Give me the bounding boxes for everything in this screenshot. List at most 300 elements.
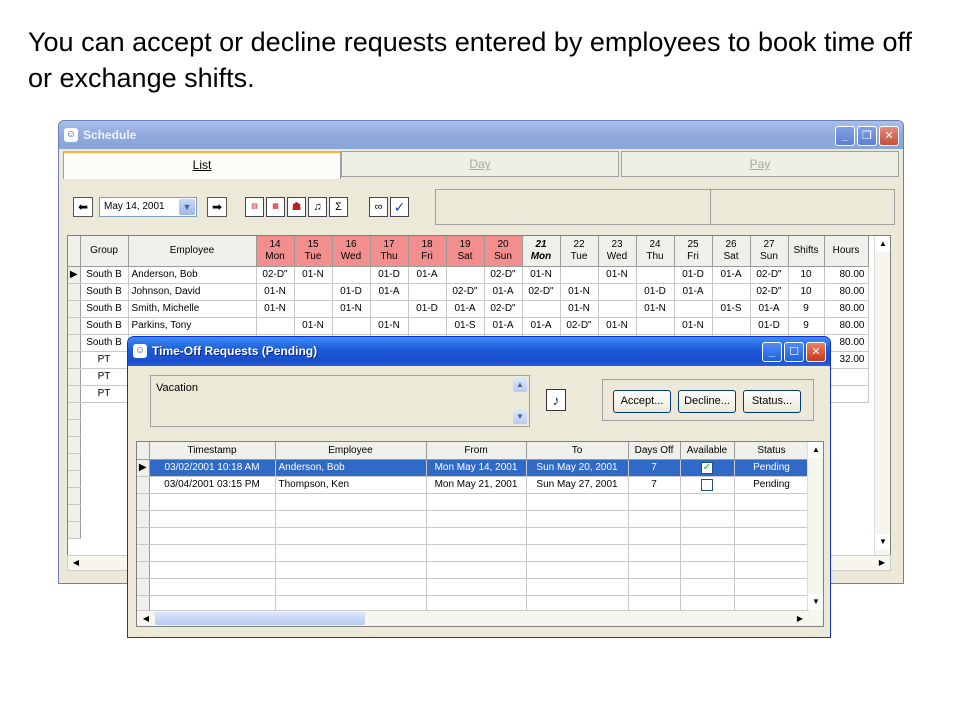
cell-shift[interactable]: 01-N bbox=[294, 266, 332, 283]
view-tabs bbox=[63, 151, 899, 177]
accept-button[interactable]: Accept... bbox=[613, 390, 671, 413]
empty-cell bbox=[680, 578, 734, 595]
cell-shift[interactable] bbox=[598, 283, 636, 300]
empty-cell bbox=[149, 510, 275, 527]
row-header bbox=[137, 578, 149, 595]
glasses-button[interactable] bbox=[369, 197, 388, 217]
timeoff-titlebar[interactable] bbox=[128, 337, 830, 366]
row-header bbox=[68, 351, 80, 368]
cell-available[interactable] bbox=[680, 459, 734, 476]
empty-cell bbox=[149, 578, 275, 595]
empty-cell bbox=[526, 544, 628, 561]
day-number: 19 bbox=[459, 238, 471, 250]
empty-cell bbox=[80, 504, 128, 521]
empty-cell bbox=[426, 561, 526, 578]
chevron-down-icon[interactable]: ▼ bbox=[179, 199, 195, 215]
column-header-timestamp[interactable]: Timestamp bbox=[149, 442, 275, 459]
empty-row bbox=[137, 561, 809, 578]
day-number: 15 bbox=[307, 238, 319, 250]
day-number: 27 bbox=[763, 238, 775, 250]
empty-cell bbox=[80, 487, 128, 504]
app-icon: ☺ bbox=[134, 345, 146, 356]
cell-group[interactable]: South B bbox=[80, 283, 128, 300]
column-header-group[interactable]: Group bbox=[80, 236, 128, 266]
cell-employee[interactable]: Parkins, Tony bbox=[128, 317, 256, 334]
empty-cell bbox=[426, 544, 526, 561]
cell-group[interactable]: PT bbox=[80, 351, 128, 368]
close-button[interactable]: ✕ bbox=[806, 342, 826, 362]
status-button[interactable]: Status... bbox=[743, 390, 801, 413]
column-header-hours[interactable]: Hours bbox=[824, 236, 868, 266]
day-of-week: Mon bbox=[265, 250, 285, 262]
cell-timestamp[interactable]: 03/04/2001 03:15 PM bbox=[149, 476, 275, 493]
cell-shift[interactable] bbox=[522, 300, 560, 317]
empty-cell bbox=[680, 527, 734, 544]
row-header bbox=[137, 544, 149, 561]
column-header-employee[interactable]: Employee bbox=[275, 442, 426, 459]
day-number: 25 bbox=[687, 238, 699, 250]
sum-icon: Σ bbox=[335, 201, 342, 213]
cell-employee[interactable]: Anderson, Bob bbox=[128, 266, 256, 283]
row-header bbox=[68, 436, 80, 453]
cell-shift[interactable]: 01-S bbox=[712, 300, 750, 317]
cell-group[interactable]: PT bbox=[80, 385, 128, 402]
row-header bbox=[68, 487, 80, 504]
cell-status[interactable]: Pending bbox=[734, 459, 809, 476]
row-header bbox=[68, 402, 80, 419]
cell-employee[interactable]: Anderson, Bob bbox=[275, 459, 426, 476]
check-button[interactable] bbox=[390, 197, 409, 217]
column-header-days-off[interactable]: Days Off bbox=[628, 442, 680, 459]
scroll-left-icon[interactable]: ◀ bbox=[142, 614, 150, 623]
cell-hours[interactable]: 80.00 bbox=[824, 266, 868, 283]
cell-shift[interactable] bbox=[598, 300, 636, 317]
column-header-day[interactable] bbox=[408, 236, 446, 266]
column-header-day[interactable] bbox=[522, 236, 560, 266]
date-select[interactable] bbox=[99, 197, 197, 217]
empty-cell bbox=[149, 561, 275, 578]
tab-list-label: List bbox=[192, 158, 212, 172]
cell-shift[interactable] bbox=[712, 283, 750, 300]
cell-hours[interactable]: 80.00 bbox=[824, 300, 868, 317]
cell-employee[interactable]: Smith, Michelle bbox=[128, 300, 256, 317]
cell-to[interactable]: Sun May 20, 2001 bbox=[526, 459, 628, 476]
cell-group[interactable]: PT bbox=[80, 368, 128, 385]
cell-shift[interactable]: 01-A bbox=[408, 266, 446, 283]
empty-cell bbox=[426, 578, 526, 595]
cell-shift[interactable] bbox=[712, 317, 750, 334]
empty-cell bbox=[275, 544, 426, 561]
column-header-day[interactable] bbox=[598, 236, 636, 266]
cell-shift[interactable]: 02-D" bbox=[750, 283, 788, 300]
music-note-icon: ♪ bbox=[552, 392, 560, 408]
day-of-week: Sat bbox=[723, 250, 739, 262]
row-header bbox=[137, 510, 149, 527]
cell-group[interactable]: South B bbox=[80, 300, 128, 317]
tab-day-label: Day bbox=[469, 157, 491, 171]
row-header-corner bbox=[68, 236, 80, 266]
empty-cell bbox=[80, 521, 128, 538]
cell-shift[interactable]: 01-N bbox=[294, 317, 332, 334]
close-button[interactable]: ✕ bbox=[879, 126, 899, 146]
empty-cell bbox=[526, 510, 628, 527]
empty-cell bbox=[275, 493, 426, 510]
cell-employee[interactable]: Johnson, David bbox=[128, 283, 256, 300]
row-header bbox=[137, 527, 149, 544]
current-row-indicator: ▶ bbox=[137, 459, 149, 476]
empty-cell bbox=[680, 561, 734, 578]
music-note-button[interactable] bbox=[546, 389, 566, 411]
cell-shift[interactable]: 01-A bbox=[446, 300, 484, 317]
day-of-week: Wed bbox=[340, 250, 362, 262]
cell-shift[interactable]: 01-N bbox=[522, 266, 560, 283]
column-header-day[interactable] bbox=[750, 236, 788, 266]
cell-shift[interactable]: 01-D bbox=[370, 266, 408, 283]
scroll-right-icon[interactable]: ▶ bbox=[796, 614, 804, 623]
glasses-icon: ∞ bbox=[374, 201, 383, 213]
empty-cell bbox=[734, 527, 809, 544]
day-number: 14 bbox=[269, 238, 281, 250]
empty-cell bbox=[426, 493, 526, 510]
empty-cell bbox=[80, 470, 128, 487]
cell-shift[interactable] bbox=[636, 266, 674, 283]
cell-shift[interactable]: 02-D" bbox=[256, 266, 294, 283]
current-row-indicator: ▶ bbox=[68, 266, 80, 283]
day-view-icon: ▤ bbox=[251, 203, 258, 210]
column-header-day[interactable] bbox=[256, 236, 294, 266]
next-date-button[interactable] bbox=[207, 197, 227, 217]
empty-cell bbox=[680, 544, 734, 561]
empty-cell bbox=[80, 402, 128, 419]
cell-shift[interactable]: 01-A bbox=[674, 283, 712, 300]
day-of-week: Tue bbox=[304, 250, 322, 262]
scroll-up-icon[interactable]: ▲ bbox=[875, 236, 891, 252]
row-header-corner bbox=[137, 442, 149, 459]
cell-shift[interactable]: 01-A bbox=[370, 283, 408, 300]
cell-shift[interactable]: 01-A bbox=[522, 317, 560, 334]
column-header-day[interactable] bbox=[560, 236, 598, 266]
row-header bbox=[68, 334, 80, 351]
cell-shift[interactable]: 01-N bbox=[370, 317, 408, 334]
cell-shift[interactable]: 01-N bbox=[560, 300, 598, 317]
cell-to[interactable]: Sun May 27, 2001 bbox=[526, 476, 628, 493]
cell-shift[interactable]: 01-S bbox=[446, 317, 484, 334]
cell-shift[interactable]: 01-A bbox=[484, 283, 522, 300]
restore-button[interactable]: ❐ bbox=[857, 126, 877, 146]
empty-cell bbox=[526, 561, 628, 578]
cell-shift[interactable]: 01-N bbox=[332, 300, 370, 317]
week-view-icon: ▦ bbox=[272, 203, 279, 210]
empty-cell bbox=[734, 561, 809, 578]
unchecked-checkbox[interactable] bbox=[701, 479, 713, 491]
alarm-bell-icon: ♫ bbox=[313, 201, 322, 213]
cell-shift[interactable]: 01-N bbox=[598, 266, 636, 283]
cell-shift[interactable] bbox=[256, 317, 294, 334]
scroll-down-icon[interactable]: ▼ bbox=[808, 594, 824, 610]
row-header bbox=[68, 453, 80, 470]
cell-from[interactable]: Mon May 14, 2001 bbox=[426, 459, 526, 476]
day-number: 18 bbox=[421, 238, 433, 250]
empty-cell bbox=[149, 493, 275, 510]
column-header-day[interactable] bbox=[332, 236, 370, 266]
memo-text: Vacation bbox=[156, 382, 198, 394]
cell-shift[interactable]: 02-D" bbox=[484, 266, 522, 283]
column-header-day[interactable] bbox=[446, 236, 484, 266]
employee-button[interactable] bbox=[287, 197, 306, 217]
cell-timestamp[interactable]: 03/02/2001 10:18 AM bbox=[149, 459, 275, 476]
requests-horizontal-scrollbar[interactable] bbox=[137, 610, 809, 626]
row-header bbox=[68, 504, 80, 521]
cell-shift[interactable]: 02-D" bbox=[446, 283, 484, 300]
cell-shift[interactable]: 01-A bbox=[750, 300, 788, 317]
column-header-day[interactable] bbox=[636, 236, 674, 266]
cell-shift[interactable]: 01-D bbox=[674, 266, 712, 283]
requests-grid bbox=[136, 441, 824, 627]
schedule-titlebar[interactable] bbox=[59, 121, 903, 149]
cell-shifts[interactable]: 9 bbox=[788, 317, 824, 334]
row-header bbox=[137, 476, 149, 493]
schedule-vertical-scrollbar[interactable] bbox=[874, 236, 890, 566]
column-header-day[interactable] bbox=[484, 236, 522, 266]
cell-shift[interactable]: 01-N bbox=[256, 300, 294, 317]
empty-cell bbox=[628, 561, 680, 578]
column-header-day[interactable] bbox=[674, 236, 712, 266]
check-icon: ✓ bbox=[393, 199, 406, 215]
cell-shift[interactable] bbox=[294, 300, 332, 317]
row-header bbox=[68, 385, 80, 402]
requests-table bbox=[137, 442, 810, 613]
day-of-week: Thu bbox=[380, 250, 398, 262]
day-number: 22 bbox=[573, 238, 585, 250]
table-row[interactable] bbox=[137, 476, 809, 493]
tab-pay[interactable] bbox=[621, 151, 899, 177]
cell-shift[interactable]: 01-A bbox=[484, 317, 522, 334]
cell-shift[interactable]: 01-D bbox=[332, 283, 370, 300]
employee-icon: ☗ bbox=[291, 201, 302, 213]
cell-shift[interactable]: 01-A bbox=[712, 266, 750, 283]
empty-row bbox=[137, 493, 809, 510]
cell-shift[interactable] bbox=[408, 317, 446, 334]
column-header-shifts[interactable]: Shifts bbox=[788, 236, 824, 266]
empty-cell bbox=[426, 510, 526, 527]
info-panel bbox=[435, 189, 895, 225]
cell-employee[interactable]: Thompson, Ken bbox=[275, 476, 426, 493]
request-memo[interactable] bbox=[150, 375, 530, 427]
cell-from[interactable]: Mon May 21, 2001 bbox=[426, 476, 526, 493]
day-of-week: Wed bbox=[606, 250, 628, 262]
cell-available[interactable] bbox=[680, 476, 734, 493]
row-header bbox=[137, 493, 149, 510]
cell-shift[interactable] bbox=[560, 266, 598, 283]
day-of-week: Sat bbox=[457, 250, 473, 262]
column-header-day[interactable] bbox=[712, 236, 750, 266]
empty-row bbox=[137, 527, 809, 544]
cell-shift[interactable]: 01-N bbox=[674, 317, 712, 334]
row-header bbox=[68, 317, 80, 334]
scroll-thumb[interactable] bbox=[155, 612, 365, 625]
empty-cell bbox=[734, 578, 809, 595]
day-number: 17 bbox=[383, 238, 395, 250]
scroll-right-icon[interactable]: ▶ bbox=[878, 558, 886, 567]
alarm-button[interactable] bbox=[308, 197, 327, 217]
table-row[interactable] bbox=[68, 300, 868, 317]
cell-hours[interactable]: 32.00 bbox=[824, 351, 868, 368]
column-header-from[interactable]: From bbox=[426, 442, 526, 459]
prev-date-button[interactable] bbox=[73, 197, 93, 217]
cell-group[interactable]: South B bbox=[80, 266, 128, 283]
cell-shift[interactable]: 01-N bbox=[560, 283, 598, 300]
arrow-right-icon: ➡ bbox=[211, 200, 223, 214]
schedule-toolbar bbox=[67, 189, 895, 225]
empty-cell bbox=[80, 453, 128, 470]
cell-shifts[interactable]: 10 bbox=[788, 283, 824, 300]
cell-shift[interactable] bbox=[332, 266, 370, 283]
cell-shift[interactable]: 01-D bbox=[750, 317, 788, 334]
cell-shift[interactable]: 01-D bbox=[408, 300, 446, 317]
date-select-value: May 14, 2001 bbox=[104, 201, 165, 212]
day-number: 16 bbox=[345, 238, 357, 250]
empty-cell bbox=[526, 578, 628, 595]
slide-caption: You can accept or decline requests entered by employees to book time off or exchange shifts. bbox=[28, 27, 913, 93]
row-header bbox=[68, 521, 80, 538]
empty-cell bbox=[275, 527, 426, 544]
empty-cell bbox=[149, 527, 275, 544]
cell-shift[interactable] bbox=[294, 283, 332, 300]
row-header bbox=[137, 561, 149, 578]
checked-checkbox[interactable]: ✓ bbox=[702, 461, 712, 473]
cell-status[interactable]: Pending bbox=[734, 476, 809, 493]
timeoff-requests-window bbox=[127, 336, 831, 638]
scroll-up-icon[interactable]: ▲ bbox=[808, 442, 824, 458]
cell-shifts[interactable]: 10 bbox=[788, 266, 824, 283]
cell-shift[interactable] bbox=[446, 266, 484, 283]
cell-hours[interactable]: 80.00 bbox=[824, 334, 868, 351]
week-view-button[interactable] bbox=[266, 197, 285, 217]
tab-list[interactable] bbox=[63, 151, 341, 179]
row-header bbox=[68, 283, 80, 300]
cell-shift[interactable]: 02-D" bbox=[750, 266, 788, 283]
day-number: 21 bbox=[535, 238, 547, 250]
chevron-down-icon[interactable]: ▼ bbox=[513, 410, 527, 424]
tab-day[interactable] bbox=[341, 151, 619, 177]
cell-shift[interactable] bbox=[674, 300, 712, 317]
cell-shift[interactable] bbox=[370, 300, 408, 317]
empty-cell bbox=[526, 527, 628, 544]
empty-cell bbox=[526, 493, 628, 510]
day-of-week: Tue bbox=[570, 250, 588, 262]
empty-cell bbox=[628, 578, 680, 595]
maximize-button[interactable]: ☐ bbox=[784, 342, 804, 362]
cell-shift[interactable]: 01-D bbox=[636, 283, 674, 300]
row-header bbox=[68, 368, 80, 385]
action-button-group bbox=[602, 379, 814, 421]
day-number: 24 bbox=[649, 238, 661, 250]
day-of-week: Sun bbox=[760, 250, 778, 262]
empty-cell bbox=[275, 510, 426, 527]
empty-cell bbox=[734, 544, 809, 561]
cell-shift[interactable]: 01-N bbox=[598, 317, 636, 334]
empty-row bbox=[137, 578, 809, 595]
empty-cell bbox=[628, 510, 680, 527]
cell-shift[interactable] bbox=[636, 317, 674, 334]
cell-shift[interactable]: 02-D" bbox=[522, 283, 560, 300]
column-header-day[interactable] bbox=[294, 236, 332, 266]
memo-scrollbar[interactable] bbox=[513, 378, 527, 424]
empty-cell bbox=[680, 510, 734, 527]
empty-cell bbox=[80, 436, 128, 453]
table-row[interactable] bbox=[137, 459, 809, 476]
cell-shift[interactable]: 02-D" bbox=[560, 317, 598, 334]
cell-shift[interactable] bbox=[332, 317, 370, 334]
cell-shift[interactable]: 01-N bbox=[256, 283, 294, 300]
requests-vertical-scrollbar[interactable] bbox=[807, 442, 823, 626]
decline-button[interactable]: Decline... bbox=[678, 390, 736, 413]
column-header-day[interactable] bbox=[370, 236, 408, 266]
empty-row bbox=[137, 510, 809, 527]
table-row[interactable] bbox=[68, 317, 868, 334]
column-header-to[interactable]: To bbox=[526, 442, 628, 459]
cell-shift[interactable]: 02-D" bbox=[484, 300, 522, 317]
empty-cell bbox=[80, 419, 128, 436]
column-header-available[interactable]: Available bbox=[680, 442, 734, 459]
sum-button[interactable] bbox=[329, 197, 348, 217]
table-row[interactable] bbox=[68, 266, 868, 283]
cell-shifts[interactable]: 9 bbox=[788, 300, 824, 317]
cell-shift[interactable] bbox=[408, 283, 446, 300]
tab-pay-label: Pay bbox=[749, 157, 771, 171]
empty-cell bbox=[734, 510, 809, 527]
arrow-left-icon: ⬅ bbox=[77, 200, 89, 214]
empty-cell bbox=[275, 578, 426, 595]
minimize-button[interactable]: _ bbox=[835, 126, 855, 146]
row-header bbox=[68, 470, 80, 487]
day-of-week: Sun bbox=[494, 250, 512, 262]
cell-hours[interactable]: 80.00 bbox=[824, 317, 868, 334]
cell-days-off[interactable]: 7 bbox=[628, 459, 680, 476]
day-number: 23 bbox=[611, 238, 623, 250]
app-icon: ☺ bbox=[65, 129, 77, 140]
timeoff-window-title: Time-Off Requests (Pending) bbox=[152, 344, 318, 358]
schedule-window-title: Schedule bbox=[83, 128, 137, 142]
cell-group[interactable]: South B bbox=[80, 317, 128, 334]
cell-days-off[interactable]: 7 bbox=[628, 476, 680, 493]
empty-cell bbox=[628, 544, 680, 561]
table-row[interactable] bbox=[68, 283, 868, 300]
column-header-status[interactable]: Status bbox=[734, 442, 809, 459]
day-view-button[interactable] bbox=[245, 197, 264, 217]
scroll-down-icon[interactable]: ▼ bbox=[875, 534, 891, 550]
empty-cell bbox=[628, 493, 680, 510]
cell-hours[interactable]: 80.00 bbox=[824, 283, 868, 300]
column-header-employee[interactable]: Employee bbox=[128, 236, 256, 266]
row-header bbox=[68, 300, 80, 317]
day-number: 26 bbox=[725, 238, 737, 250]
empty-cell bbox=[628, 527, 680, 544]
empty-cell bbox=[734, 493, 809, 510]
day-number: 20 bbox=[497, 238, 509, 250]
empty-row bbox=[137, 544, 809, 561]
day-of-week: Thu bbox=[646, 250, 664, 262]
scroll-left-icon[interactable]: ◀ bbox=[72, 558, 80, 567]
cell-group[interactable]: South B bbox=[80, 334, 128, 351]
day-of-week: Fri bbox=[687, 250, 699, 262]
cell-shift[interactable]: 01-N bbox=[636, 300, 674, 317]
empty-cell bbox=[680, 493, 734, 510]
day-of-week: Mon bbox=[530, 250, 552, 262]
chevron-up-icon[interactable]: ▲ bbox=[513, 378, 527, 392]
day-of-week: Fri bbox=[421, 250, 433, 262]
minimize-button[interactable]: _ bbox=[762, 342, 782, 362]
